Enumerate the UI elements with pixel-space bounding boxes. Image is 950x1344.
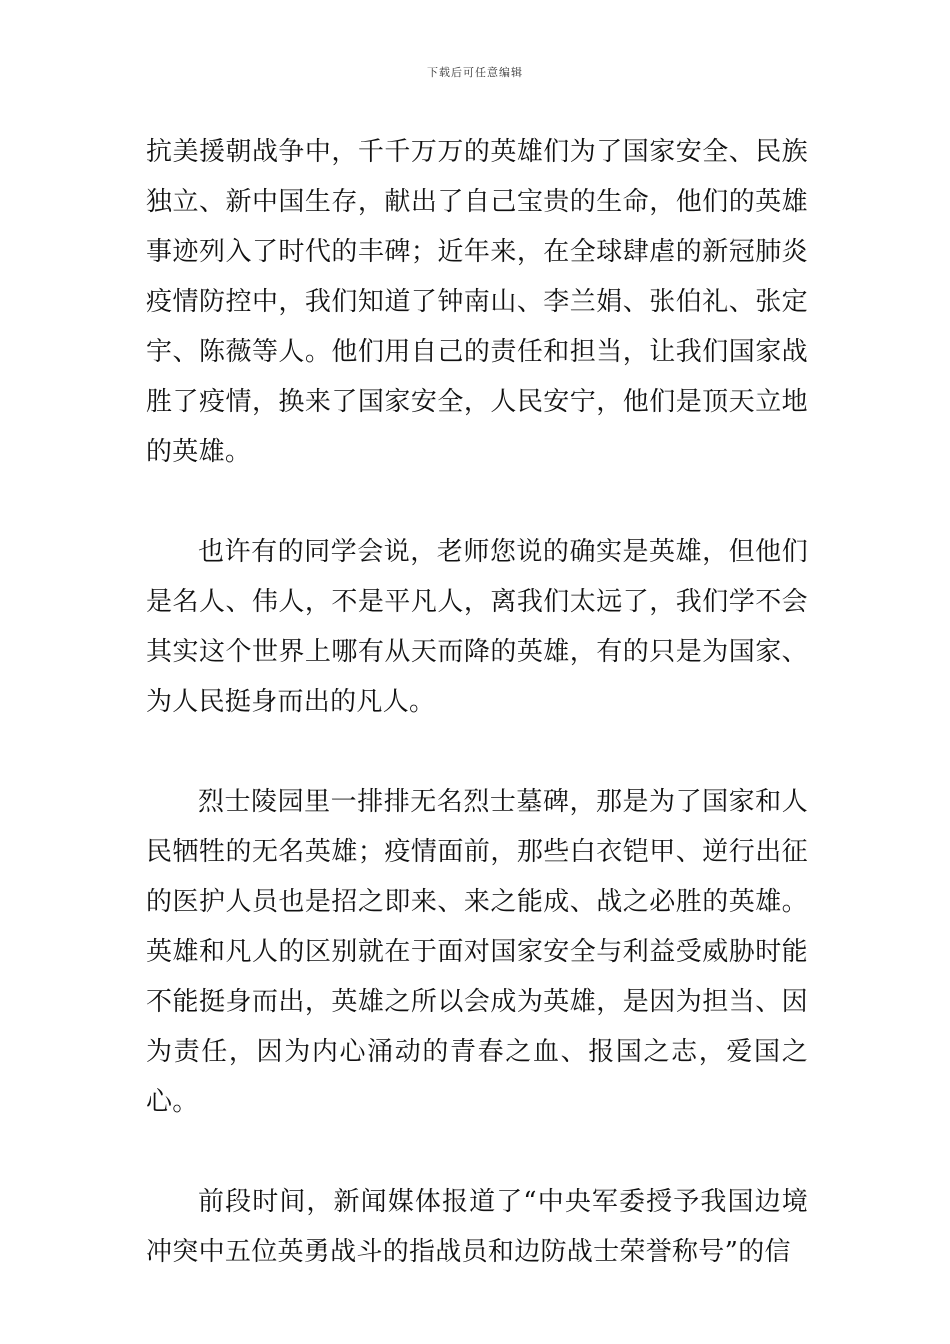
- paragraph-3: 烈士陵园里一排排无名烈士墓碑，那是为了国家和人民牺牲的无名英雄；疫情面前，那些白衣铠甲、逆行出征的医护人员也是招之即来、来之能成、战之必胜的英雄。英雄和凡人的区别就在于面对国家安全与利益受威胁时能不能挺身而出，英雄之所以会成为英雄，是因为担当、因为责任，因为内心涌动的青春之血、报国之志，爱国之心。: [146, 787, 808, 1117]
- paragraph-gap: [146, 477, 808, 527]
- paragraph-4: 前段时间，新闻媒体报道了“中央军委授予我国边境冲突中五位英勇战斗的指战员和边防战士荣誉称号”的信: [146, 1187, 808, 1267]
- paragraph-2: 也许有的同学会说，老师您说的确实是英雄，但他们是名人、伟人，不是平凡人，离我们太远了，我们学不会其实这个世界上哪有从天而降的英雄，有的只是为国家、为人民挺身而出的凡人。: [146, 537, 808, 717]
- page-header: 下载后可任意编辑: [427, 66, 523, 79]
- paragraph-gap: [146, 727, 808, 777]
- paragraph-1: 抗美援朝战争中，千千万万的英雄们为了国家安全、民族独立、新中国生存，献出了自己宝贵的生命，他们的英雄事迹列入了时代的丰碑；近年来，在全球肆虐的新冠肺炎疫情防控中，我们知道了钟南山、李兰娟、张伯礼、张定宇、陈薇等人。他们用自己的责任和担当，让我们国家战胜了疫情，换来了国家安全，人民安宁，他们是顶天立地的英雄。: [146, 137, 808, 467]
- paragraph-gap: [146, 1127, 808, 1177]
- document-body: [146, 127, 808, 1277]
